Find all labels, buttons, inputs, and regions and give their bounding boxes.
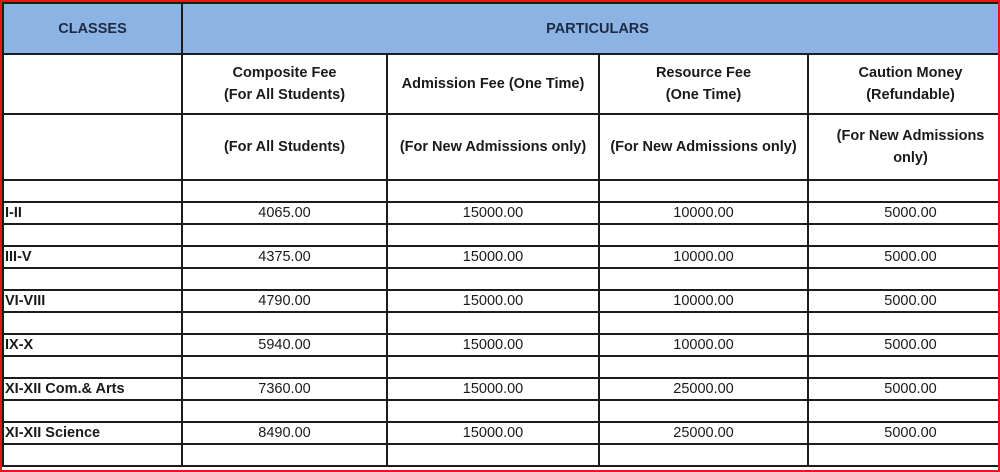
empty-cell — [808, 400, 1000, 422]
class-cell: I-II — [3, 202, 182, 224]
class-cell: III-V — [3, 246, 182, 268]
empty-cell — [3, 180, 182, 202]
empty-cell — [182, 400, 387, 422]
column-title-caution-money — [808, 54, 1000, 114]
empty-cell — [182, 224, 387, 246]
column-note-row — [3, 114, 1000, 180]
empty-cell — [3, 444, 182, 466]
empty-cell — [387, 312, 599, 334]
empty-cell — [3, 356, 182, 378]
empty-cell — [599, 224, 808, 246]
note-line: only) — [893, 150, 928, 166]
table-row — [3, 378, 1000, 400]
admission-fee-cell: 15000.00 — [387, 334, 599, 356]
empty-cell — [3, 224, 182, 246]
composite-fee-cell: 7360.00 — [182, 378, 387, 400]
table-row — [3, 202, 1000, 224]
column-note-caution-money — [808, 114, 1000, 180]
class-cell: VI-VIII — [3, 290, 182, 312]
admission-fee-cell: 15000.00 — [387, 202, 599, 224]
caution-money-cell: 5000.00 — [808, 202, 1000, 224]
column-title-composite-fee — [182, 54, 387, 114]
empty-cell — [182, 356, 387, 378]
class-cell: XI-XII Com.& Arts — [3, 378, 182, 400]
composite-fee-cell: 8490.00 — [182, 422, 387, 444]
empty-cell — [808, 180, 1000, 202]
empty-cell — [808, 224, 1000, 246]
empty-cell — [387, 180, 599, 202]
spacer-row — [3, 444, 1000, 466]
column-title-admission-fee — [387, 54, 599, 114]
empty-cell — [387, 356, 599, 378]
resource-fee-cell: 10000.00 — [599, 246, 808, 268]
caution-money-cell: 5000.00 — [808, 422, 1000, 444]
composite-fee-cell: 4790.00 — [182, 290, 387, 312]
empty-cell — [387, 444, 599, 466]
title-line: (For All Students) — [223, 87, 346, 103]
table-header-row — [3, 3, 1000, 54]
caution-money-cell: 5000.00 — [808, 334, 1000, 356]
empty-cell — [3, 400, 182, 422]
empty-cell — [599, 268, 808, 290]
table-row — [3, 422, 1000, 444]
empty-cell — [3, 114, 182, 180]
table-row — [3, 334, 1000, 356]
title-line: (One Time) — [665, 87, 742, 103]
empty-cell — [808, 444, 1000, 466]
fee-structure-table — [2, 2, 1000, 467]
table-row — [3, 246, 1000, 268]
empty-cell — [182, 444, 387, 466]
resource-fee-cell: 10000.00 — [599, 290, 808, 312]
resource-fee-cell: 25000.00 — [599, 378, 808, 400]
title-line: (Refundable) — [866, 87, 955, 103]
empty-cell — [599, 180, 808, 202]
empty-cell — [387, 224, 599, 246]
note-line: (For New Admissions — [836, 128, 985, 144]
admission-fee-cell: 15000.00 — [387, 378, 599, 400]
admission-fee-cell: 15000.00 — [387, 290, 599, 312]
empty-cell — [387, 268, 599, 290]
resource-fee-cell: 25000.00 — [599, 422, 808, 444]
column-title-resource-fee — [599, 54, 808, 114]
spacer-row — [3, 180, 1000, 202]
note-line: (For New Admissions only) — [399, 139, 587, 155]
spacer-row — [3, 312, 1000, 334]
header-classes: CLASSES — [3, 3, 182, 54]
title-line: Composite Fee — [232, 65, 337, 81]
empty-cell — [182, 268, 387, 290]
empty-cell — [182, 180, 387, 202]
empty-cell — [599, 444, 808, 466]
column-note-resource-fee — [599, 114, 808, 180]
column-note-composite-fee — [182, 114, 387, 180]
empty-cell — [808, 268, 1000, 290]
spacer-row — [3, 224, 1000, 246]
admission-fee-cell: 15000.00 — [387, 246, 599, 268]
empty-cell — [808, 356, 1000, 378]
empty-cell — [3, 54, 182, 114]
empty-cell — [599, 356, 808, 378]
caution-money-cell: 5000.00 — [808, 378, 1000, 400]
title-line: Resource Fee — [655, 65, 752, 81]
composite-fee-cell: 4375.00 — [182, 246, 387, 268]
spacer-row — [3, 400, 1000, 422]
title-line: Admission Fee (One Time) — [401, 76, 585, 92]
header-particulars: PARTICULARS — [182, 3, 1000, 54]
column-note-admission-fee — [387, 114, 599, 180]
column-title-row — [3, 54, 1000, 114]
class-cell: XI-XII Science — [3, 422, 182, 444]
empty-cell — [808, 312, 1000, 334]
note-line: (For All Students) — [223, 139, 346, 155]
empty-cell — [182, 312, 387, 334]
caution-money-cell: 5000.00 — [808, 290, 1000, 312]
spacer-row — [3, 268, 1000, 290]
empty-cell — [599, 400, 808, 422]
admission-fee-cell: 15000.00 — [387, 422, 599, 444]
empty-cell — [599, 312, 808, 334]
title-line: Caution Money — [858, 65, 963, 81]
spacer-row — [3, 356, 1000, 378]
composite-fee-cell: 5940.00 — [182, 334, 387, 356]
caution-money-cell: 5000.00 — [808, 246, 1000, 268]
note-line: (For New Admissions only) — [610, 139, 797, 155]
composite-fee-cell: 4065.00 — [182, 202, 387, 224]
empty-cell — [3, 312, 182, 334]
resource-fee-cell: 10000.00 — [599, 334, 808, 356]
resource-fee-cell: 10000.00 — [599, 202, 808, 224]
empty-cell — [387, 400, 599, 422]
class-cell: IX-X — [3, 334, 182, 356]
table-row — [3, 290, 1000, 312]
empty-cell — [3, 268, 182, 290]
